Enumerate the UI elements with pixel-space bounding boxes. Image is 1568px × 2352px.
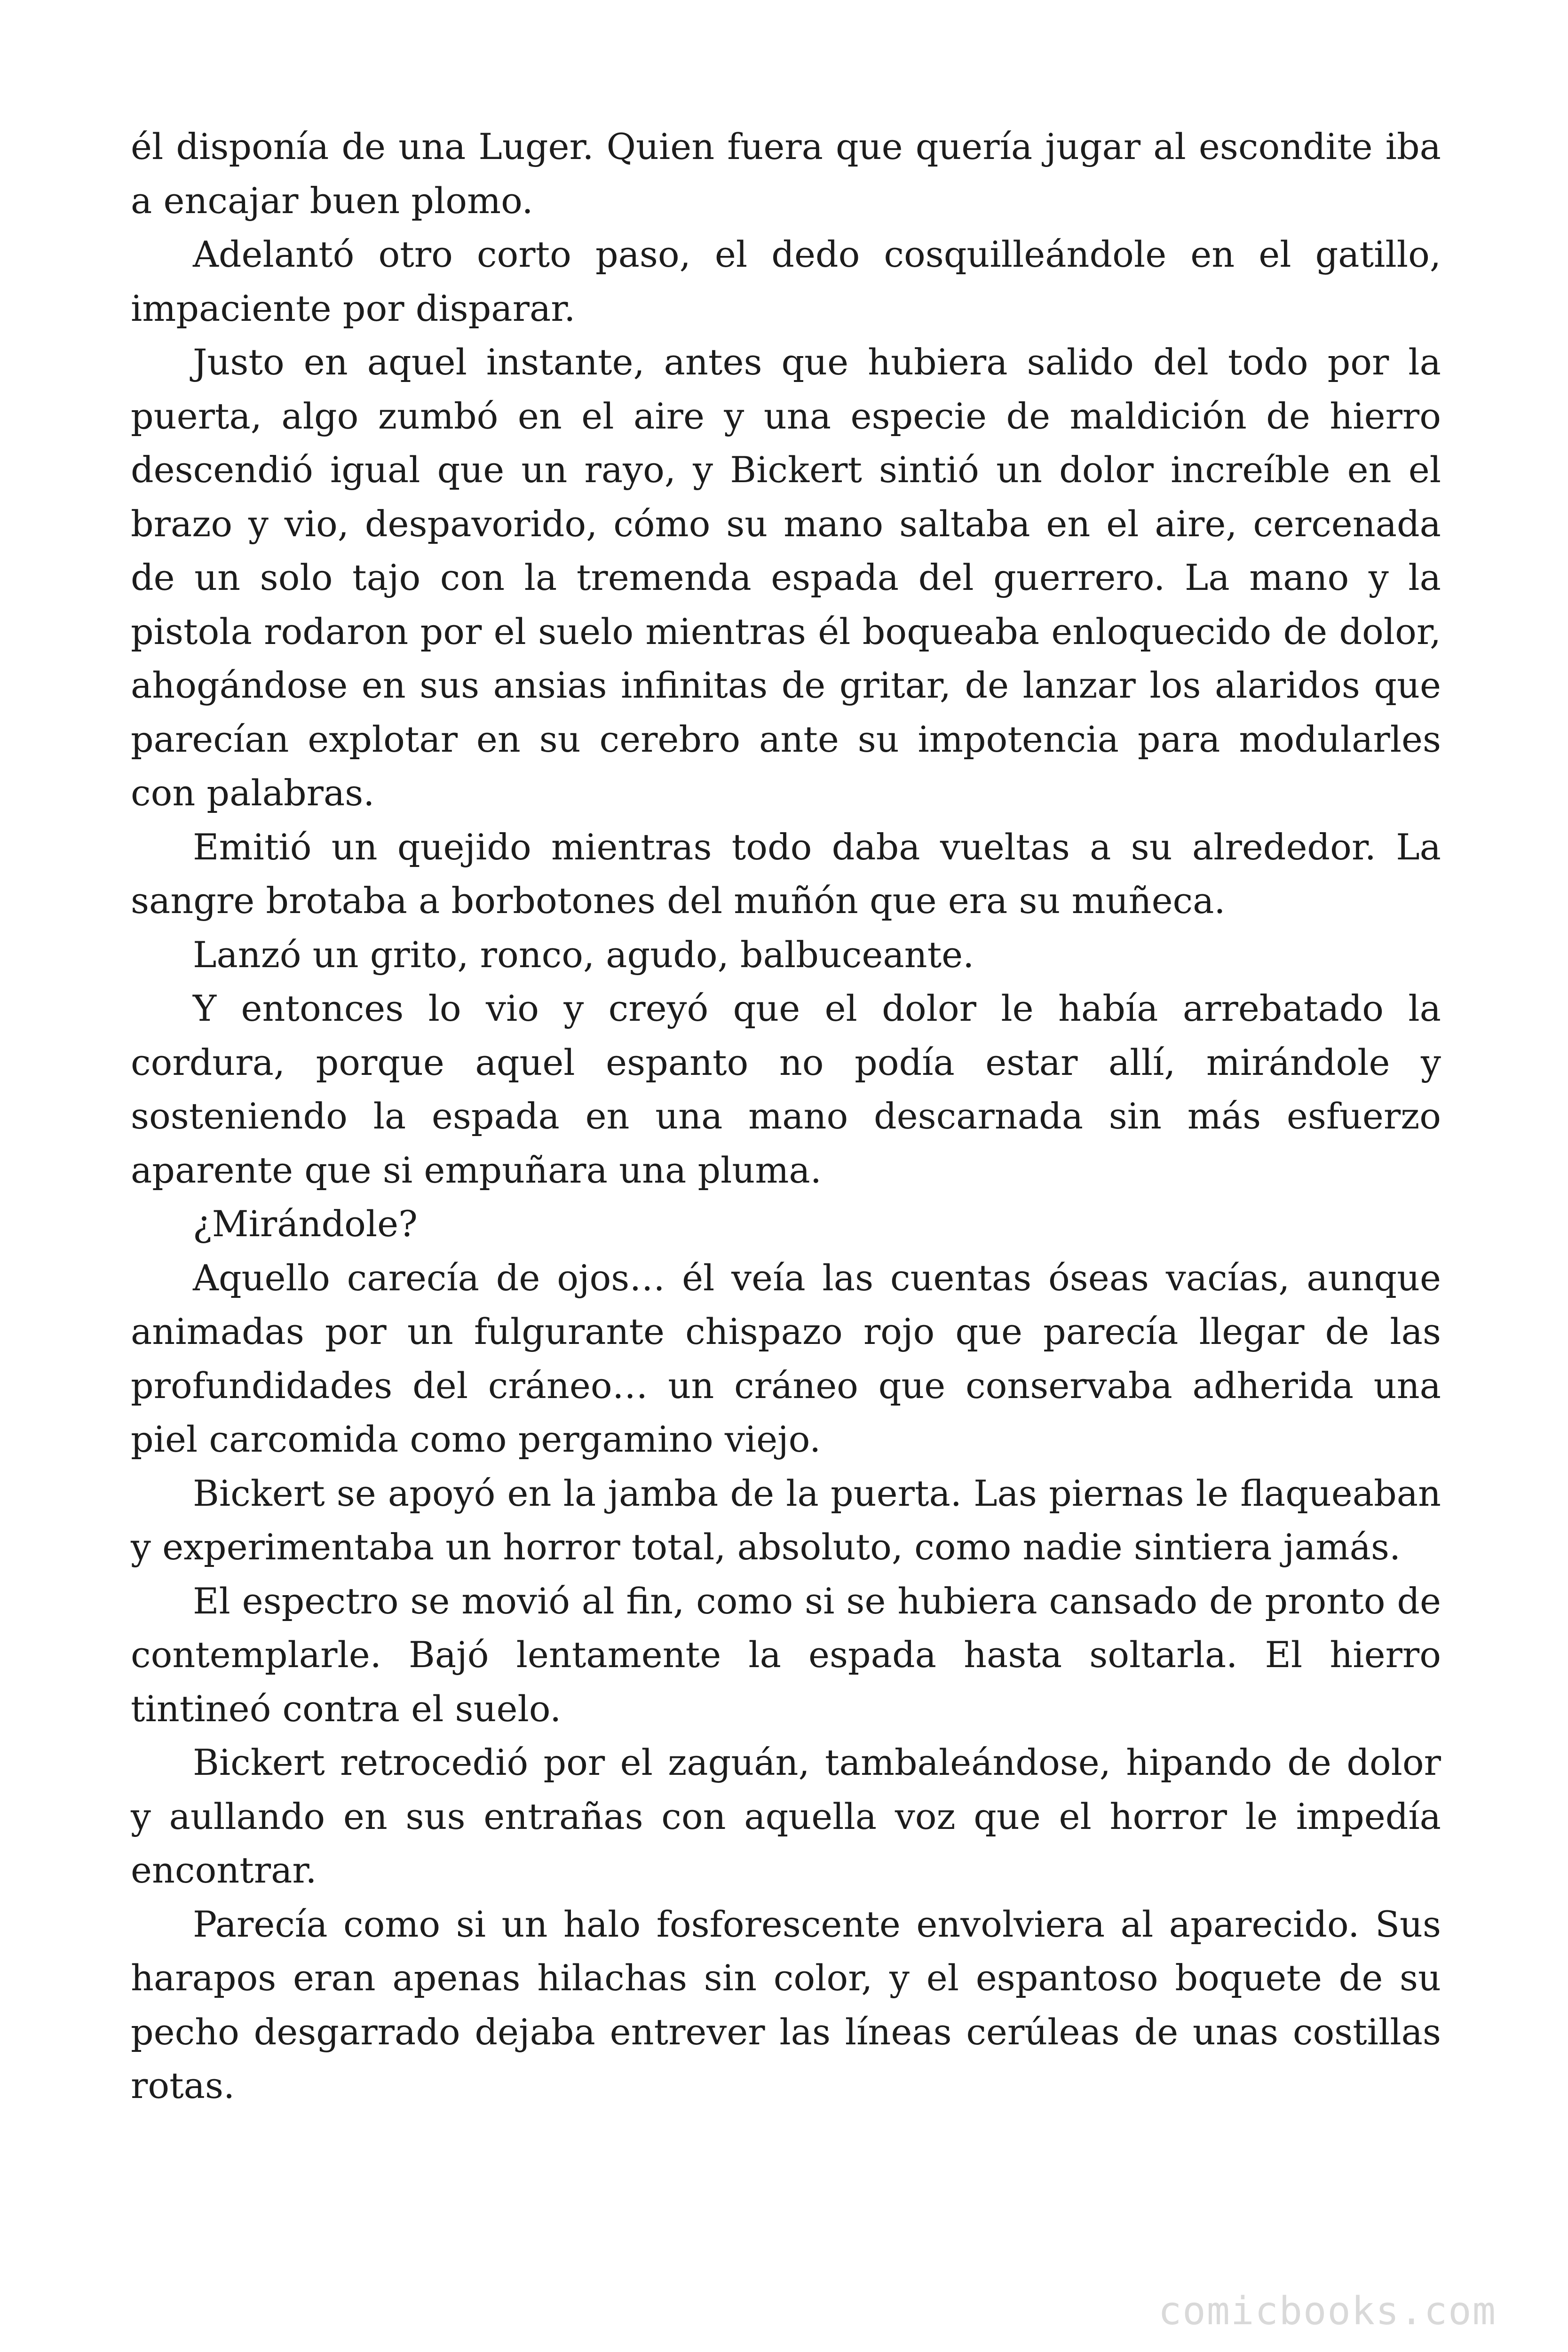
paragraph-9: Bickert se apoyó en la jamba de la puerta. Las piernas le flaqueaban y experimentaba un horror total, absoluto, como nadie sintiera jamás. xyxy=(131,1472,1441,1568)
paragraph-1: él disponía de una Luger. Quien fuera que quería jugar al escondite iba a encajar buen plomo. xyxy=(131,126,1441,222)
paragraph-8: Aquello carecía de ojos… él veía las cuentas óseas vacías, aunque animadas por un fulgurante chispazo rojo que parecía llegar de las profundidades del cráneo… un cráneo que conservaba adherida una piel carcomida como pergamino viejo. xyxy=(131,1256,1441,1460)
paragraph-2: Adelantó otro corto paso, el dedo cosquilleándole en el gatillo, impaciente por disparar. xyxy=(131,233,1441,329)
watermark-text: comicbooks.com xyxy=(1158,2289,1497,2334)
paragraph-11: Bickert retrocedió por el zaguán, tambaleándose, hipando de dolor y aullando en sus entrañas con aquella voz que el horror le impedía encontrar. xyxy=(131,1741,1441,1891)
paragraph-6: Y entonces lo vio y creyó que el dolor le había arrebatado la cordura, porque aquel espanto no podía estar allí, mirándole y sosteniendo la espada en una mano descarnada sin más esfuerzo aparente que si empuñara una pluma. xyxy=(131,987,1441,1191)
paragraph-10: El espectro se movió al fin, como si se hubiera cansado de pronto de contemplarle. Bajó lentamente la espada hasta soltarla. El hierro tintineó contra el suelo. xyxy=(131,1580,1441,1730)
paragraph-5: Lanzó un grito, ronco, agudo, balbuceante. xyxy=(193,933,974,976)
paragraph-3: Justo en aquel instante, antes que hubiera salido del todo por la puerta, algo zumbó en el aire y una especie de maldición de hierro descendió igual que un rayo, y Bickert sintió un dolor increíble en el brazo y vio, despavorido, cómo su mano saltaba en el aire, cercenada de un solo tajo con la tremenda espada del guerrero. La mano y la pistola rodaron por el suelo mientras él boqueaba enloquecido de dolor, ahogándose en sus ansias infinitas de gritar, de lanzar los alaridos que parecían explotar en su cerebro ante su impotencia para modularles con palabras. xyxy=(131,341,1441,814)
page-body-text xyxy=(131,120,1441,2113)
paragraph-7: ¿Mirándole? xyxy=(193,1203,418,1245)
paragraph-4: Emitió un quejido mientras todo daba vueltas a su alrededor. La sangre brotaba a borbotones del muñón que era su muñeca. xyxy=(131,826,1441,922)
paragraph-12: Parecía como si un halo fosforescente envolviera al aparecido. Sus harapos eran apenas hilachas sin color, y el espantoso boquete de su pecho desgarrado dejaba entrever las líneas cerúleas de unas costillas rotas. xyxy=(131,1903,1441,2106)
